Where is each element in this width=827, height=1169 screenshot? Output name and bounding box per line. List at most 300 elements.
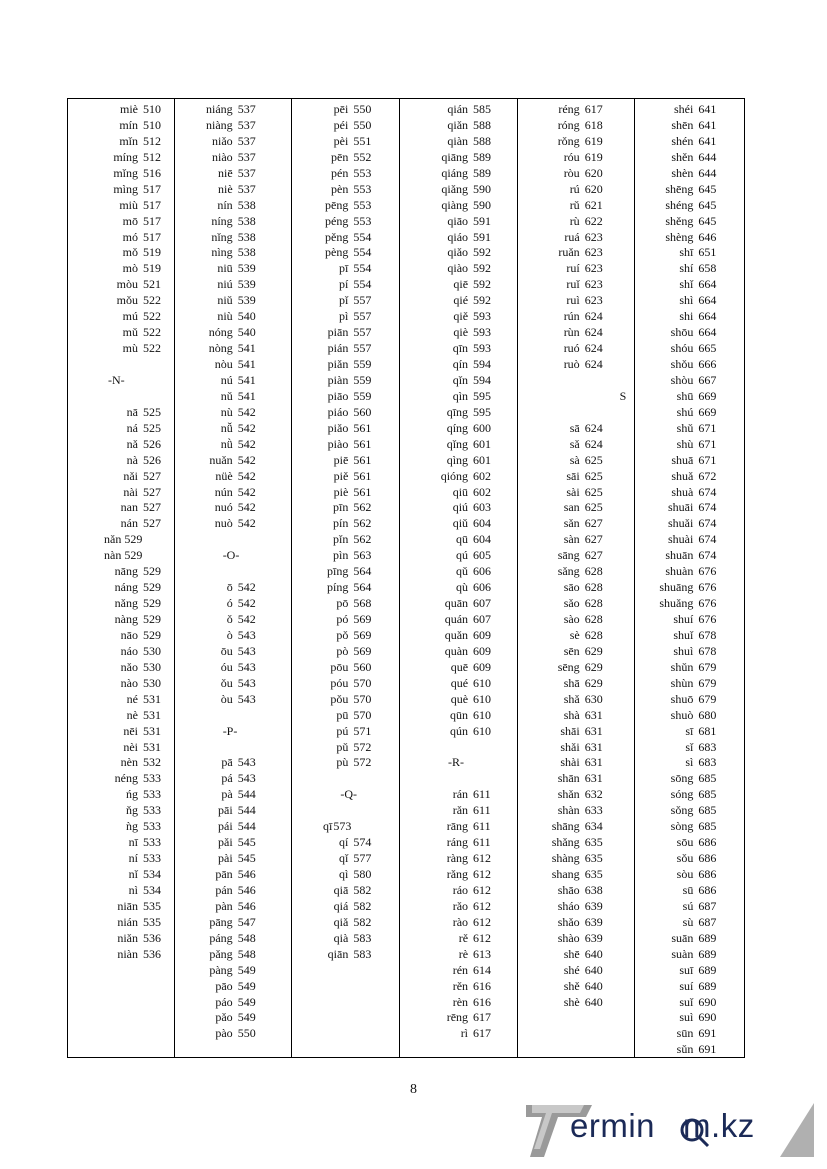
index-row <box>175 851 292 867</box>
page-ref: 554 <box>353 229 372 244</box>
index-row <box>175 899 292 915</box>
page-ref: 517 <box>143 197 161 212</box>
syllable: pín <box>333 516 349 531</box>
syllable: pú <box>336 723 349 738</box>
syllable: qǐ <box>339 851 349 866</box>
page-ref: 537 <box>237 149 256 164</box>
index-row <box>68 150 174 166</box>
syllable: mòu <box>116 277 138 292</box>
index-row <box>400 1010 517 1026</box>
index-row <box>518 453 635 469</box>
index-row <box>68 261 174 277</box>
index-row <box>400 660 517 676</box>
syllable: pá <box>221 771 233 786</box>
section-heading: -Q- <box>340 787 358 802</box>
page-ref: 638 <box>584 882 603 897</box>
index-row <box>518 947 635 963</box>
page-ref: 616 <box>473 978 492 993</box>
index-row <box>635 421 744 437</box>
index-row <box>635 819 744 835</box>
page-ref: 676 <box>698 580 717 595</box>
page-ref: 612 <box>473 867 492 881</box>
index-row <box>635 787 744 803</box>
page-ref: 572 <box>353 755 372 770</box>
syllable: nù <box>220 404 233 419</box>
syllable: qiú <box>452 500 469 515</box>
syllable: qǐng <box>446 436 469 451</box>
logo-wordmark <box>570 1107 755 1145</box>
index-row <box>400 277 517 293</box>
index-row <box>635 883 744 899</box>
syllable: nǜ <box>220 436 233 451</box>
page-ref: 676 <box>698 612 717 626</box>
syllable: shuí <box>673 612 694 626</box>
page-ref: 669 <box>698 388 717 403</box>
index-row <box>68 214 174 230</box>
page-ref: 669 <box>698 404 717 419</box>
syllable: pái <box>218 819 233 834</box>
syllable: nǎo <box>120 659 138 674</box>
page-ref: 582 <box>353 914 372 929</box>
index-row <box>292 947 399 963</box>
page-ref: 549 <box>237 1010 256 1025</box>
index-column-1 <box>68 99 175 1057</box>
syllable: níng <box>211 213 233 228</box>
page-ref: 549 <box>237 962 256 977</box>
page-ref: 614 <box>473 962 492 977</box>
syllable: shùn <box>670 675 694 690</box>
page-ref: 683 <box>698 739 717 754</box>
syllable: sǎ <box>569 436 580 451</box>
index-row <box>400 389 517 405</box>
index-row <box>175 293 292 309</box>
syllable: pǒ <box>336 627 349 642</box>
index-row <box>175 644 292 660</box>
index-row <box>635 277 744 293</box>
index-row <box>400 931 517 947</box>
syllable: niàn <box>117 946 138 961</box>
page-ref: 530 <box>143 675 161 690</box>
index-row <box>635 947 744 963</box>
syllable: shào <box>557 930 580 945</box>
index-row <box>292 867 399 883</box>
syllable: qià <box>333 930 349 945</box>
index-row <box>635 915 744 931</box>
page-ref: 628 <box>584 564 603 579</box>
page-ref: 570 <box>353 691 372 706</box>
syllable: qú <box>456 548 469 563</box>
syllable: pīng <box>327 564 349 579</box>
syllable: pǎi <box>218 835 233 850</box>
index-row <box>175 341 292 357</box>
page-ref: 686 <box>698 835 717 850</box>
index-row <box>175 1010 292 1026</box>
page-ref: 529 <box>124 548 143 563</box>
syllable: nǐ <box>128 867 138 881</box>
page-ref: 583 <box>353 930 372 945</box>
syllable: qiǔ <box>452 516 469 531</box>
syllable: quān <box>444 596 469 611</box>
index-row <box>292 325 399 341</box>
page-ref: 640 <box>584 962 603 977</box>
index-row <box>518 277 635 293</box>
syllable: niū <box>217 261 233 276</box>
section-heading: -P- <box>222 723 238 738</box>
page-ref: 658 <box>698 261 717 276</box>
page-ref: 559 <box>353 372 372 387</box>
index-row <box>400 692 517 708</box>
syllable: quàn <box>444 643 469 658</box>
page-ref: 527 <box>143 484 161 499</box>
page-ref: 617 <box>584 102 603 116</box>
page-ref: 594 <box>473 372 492 387</box>
index-row <box>635 1026 744 1042</box>
page-ref: 645 <box>698 197 717 212</box>
index-row <box>400 979 517 995</box>
index-row <box>518 245 635 261</box>
syllable: shāng <box>551 819 580 834</box>
page-ref: 561 <box>353 468 372 483</box>
syllable: niàng <box>206 117 233 132</box>
syllable: qiǎng <box>441 181 469 196</box>
syllable: péi <box>333 117 349 132</box>
page-ref: 539 <box>237 293 256 308</box>
page-ref: 531 <box>143 739 161 754</box>
page-ref: 557 <box>353 293 372 308</box>
page-ref: 631 <box>584 771 603 786</box>
syllable: shēng <box>665 181 694 196</box>
syllable: sā <box>569 420 580 435</box>
pinyin-index-table <box>67 98 745 1058</box>
page-ref: 592 <box>473 293 492 308</box>
index-row <box>292 628 399 644</box>
syllable: shuāi <box>668 500 694 515</box>
index-row <box>635 803 744 819</box>
page-ref: 691 <box>698 1026 717 1041</box>
index-row <box>68 405 174 421</box>
page-ref: 526 <box>143 452 161 467</box>
syllable: qióng <box>440 468 469 483</box>
page-ref: 550 <box>237 1026 256 1041</box>
index-row <box>400 835 517 851</box>
index-row <box>400 230 517 246</box>
page-ref: 543 <box>237 675 256 690</box>
syllable: rě <box>458 930 469 945</box>
syllable: ò <box>226 627 233 642</box>
syllable: miù <box>119 197 138 212</box>
page-ref: 624 <box>584 357 603 371</box>
index-row <box>400 963 517 979</box>
syllable: mǐn <box>119 133 138 148</box>
syllable: qīn <box>452 341 469 356</box>
page-ref: 583 <box>353 946 372 961</box>
page-ref: 605 <box>473 548 492 563</box>
page-ref: 629 <box>584 643 603 658</box>
syllable: shǒu <box>670 357 694 371</box>
syllable: nào <box>120 675 138 690</box>
syllable: shuǐ <box>673 627 694 642</box>
syllable: ńg <box>126 787 138 802</box>
page-ref: 531 <box>143 723 161 738</box>
page-ref: 543 <box>237 659 256 674</box>
index-row <box>175 118 292 134</box>
index-row <box>292 708 399 724</box>
syllable: shuàn <box>665 564 694 579</box>
syllable: sū <box>682 882 694 897</box>
page-ref: 686 <box>698 851 717 866</box>
index-row <box>68 612 174 628</box>
page-ref: 517 <box>143 181 161 196</box>
index-row <box>68 309 174 325</box>
index-row <box>68 277 174 293</box>
syllable: suǐ <box>679 994 694 1009</box>
page-ref: 588 <box>473 133 492 148</box>
syllable: nǎ <box>126 436 138 451</box>
index-row <box>518 899 635 915</box>
syllable: niē <box>218 165 233 180</box>
syllable: niáng <box>206 102 233 116</box>
page-ref: 687 <box>698 898 717 913</box>
index-row <box>400 883 517 899</box>
index-row <box>518 787 635 803</box>
page-ref: 548 <box>237 930 256 945</box>
syllable: pó <box>336 612 349 626</box>
page-ref: 562 <box>353 532 372 547</box>
index-row <box>175 357 292 373</box>
syllable: san <box>563 500 580 515</box>
syllable: sào <box>563 612 580 626</box>
index-row <box>68 803 174 819</box>
index-row <box>400 469 517 485</box>
page-ref: 539 <box>237 261 256 276</box>
index-row <box>175 182 292 198</box>
page-ref: 607 <box>473 596 492 611</box>
index-row <box>175 485 292 501</box>
syllable: niào <box>212 149 233 164</box>
page-ref: 664 <box>698 293 717 308</box>
page-ref: 590 <box>473 197 492 212</box>
page-ref: 631 <box>584 707 603 722</box>
syllable: shuān <box>665 548 694 563</box>
index-row <box>175 230 292 246</box>
page-ref: 610 <box>473 691 492 706</box>
syllable: suì <box>679 1010 694 1025</box>
syllable: mó <box>122 229 138 244</box>
syllable: qíng <box>446 420 469 435</box>
page-ref: 561 <box>353 484 372 499</box>
blank-row <box>175 564 292 580</box>
syllable: sāi <box>566 468 580 483</box>
syllable: shān <box>557 771 580 786</box>
page-ref: 557 <box>353 309 372 324</box>
syllable: rěn <box>452 978 469 993</box>
syllable: nèi <box>123 739 138 754</box>
index-row <box>68 692 174 708</box>
page-ref: 639 <box>584 930 603 945</box>
index-row <box>175 883 292 899</box>
page-ref: 547 <box>237 914 256 929</box>
index-row <box>68 931 174 947</box>
syllable: rù <box>569 213 580 228</box>
syllable: niān <box>117 898 138 913</box>
page-ref: 542 <box>237 452 256 467</box>
index-row <box>518 182 635 198</box>
index-row <box>518 676 635 692</box>
syllable: piāo <box>327 388 349 403</box>
page-ref: 619 <box>584 149 603 164</box>
page-ref: 610 <box>473 675 492 690</box>
index-row <box>518 261 635 277</box>
syllable: sè <box>569 627 580 642</box>
page-ref: 617 <box>473 1010 492 1025</box>
syllable: pài <box>218 851 233 866</box>
index-row <box>292 309 399 325</box>
index-row <box>175 676 292 692</box>
page-ref: 530 <box>143 643 161 658</box>
page-ref: 671 <box>698 420 717 435</box>
page-ref: 612 <box>473 882 492 897</box>
index-row <box>635 341 744 357</box>
page-ref: 533 <box>143 771 161 786</box>
index-row <box>175 947 292 963</box>
syllable: pèi <box>333 133 349 148</box>
syllable: nài <box>123 484 138 499</box>
syllable: shǐ <box>679 277 694 292</box>
page-ref: 671 <box>698 452 717 467</box>
index-row <box>175 245 292 261</box>
index-row <box>518 118 635 134</box>
syllable: piǎn <box>327 357 349 371</box>
index-row <box>292 580 399 596</box>
page-ref: 585 <box>473 102 492 116</box>
index-row <box>292 245 399 261</box>
index-row <box>292 469 399 485</box>
syllable: ruò <box>563 357 580 371</box>
page-ref: 641 <box>698 102 717 116</box>
index-row <box>292 851 399 867</box>
syllable: nán <box>120 516 138 531</box>
page-ref: 589 <box>473 165 492 180</box>
syllable: ruǐ <box>566 277 580 292</box>
syllable: nāng <box>114 564 138 579</box>
syllable: nèn <box>120 755 138 770</box>
syllable: shǔn <box>670 659 694 674</box>
index-row <box>175 835 292 851</box>
page-ref: 519 <box>143 245 161 260</box>
syllable: suī <box>679 962 694 977</box>
syllable: sāng <box>557 548 580 563</box>
page-ref: 645 <box>698 181 717 196</box>
index-row <box>175 771 292 787</box>
page-ref: 522 <box>143 309 161 324</box>
syllable: shū <box>676 388 694 403</box>
index-row <box>292 437 399 453</box>
index-row <box>68 947 174 963</box>
syllable: pàn <box>215 898 233 913</box>
index-row <box>635 548 744 564</box>
index-row <box>400 819 517 835</box>
syllable: pō <box>336 596 349 611</box>
syllable: sūn <box>676 1026 694 1041</box>
index-row <box>518 325 635 341</box>
syllable: mǐng <box>113 165 138 180</box>
syllable: páo <box>215 994 233 1009</box>
index-row <box>292 214 399 230</box>
index-row <box>68 469 174 485</box>
page-ref: 631 <box>584 739 603 754</box>
syllable: rùn <box>563 325 580 340</box>
page-ref: 593 <box>473 325 492 340</box>
index-row <box>635 500 744 516</box>
page-ref: 529 <box>143 596 161 611</box>
index-row <box>68 755 174 771</box>
syllable: sǎng <box>557 564 580 579</box>
syllable: shuài <box>668 532 694 547</box>
syllable: rú <box>569 181 580 196</box>
syllable: póu <box>330 675 349 690</box>
page-ref: 595 <box>473 388 492 403</box>
page-ref: 580 <box>353 867 372 881</box>
index-row <box>400 947 517 963</box>
index-row <box>400 357 517 373</box>
index-row <box>635 198 744 214</box>
index-row <box>635 309 744 325</box>
page-ref: 674 <box>698 484 717 499</box>
syllable: pāng <box>209 914 233 929</box>
index-row <box>518 548 635 564</box>
syllable: qīng <box>446 404 469 419</box>
page-ref: 517 <box>143 213 161 228</box>
syllable: pǐn <box>333 532 349 547</box>
syllable: nì <box>128 882 138 897</box>
index-row <box>518 421 635 437</box>
index-row <box>68 198 174 214</box>
index-row <box>518 660 635 676</box>
index-row <box>175 580 292 596</box>
syllable: sǒu <box>676 851 694 866</box>
page-ref: 549 <box>237 978 256 993</box>
syllable: sàn <box>563 532 580 547</box>
page-ref: 679 <box>698 675 717 690</box>
index-row <box>292 500 399 516</box>
page-ref: 613 <box>473 946 492 961</box>
syllable: pí <box>339 277 349 292</box>
page-ref: 624 <box>584 420 603 435</box>
syllable: mō <box>122 213 138 228</box>
syllable: sǎo <box>563 596 580 611</box>
syllable: sóng <box>670 787 694 802</box>
termincom-logo[interactable] <box>522 1095 822 1159</box>
syllable: rēng <box>446 1010 469 1025</box>
syllable: qiāng <box>441 149 469 164</box>
page-ref: 546 <box>237 867 256 881</box>
page-ref: 620 <box>584 181 603 196</box>
index-row <box>400 787 517 803</box>
page-ref: 592 <box>473 261 492 276</box>
index-row <box>400 166 517 182</box>
syllable: pěng <box>325 229 349 244</box>
syllable: ràng <box>446 851 469 866</box>
index-row <box>68 325 174 341</box>
page-ref: 540 <box>237 325 256 340</box>
syllable: ráng <box>446 835 469 850</box>
page-ref: 552 <box>353 149 372 164</box>
index-row <box>400 516 517 532</box>
page-ref: 546 <box>237 898 256 913</box>
page-ref: 537 <box>237 117 256 132</box>
page-ref: 541 <box>237 388 256 403</box>
index-row <box>400 118 517 134</box>
